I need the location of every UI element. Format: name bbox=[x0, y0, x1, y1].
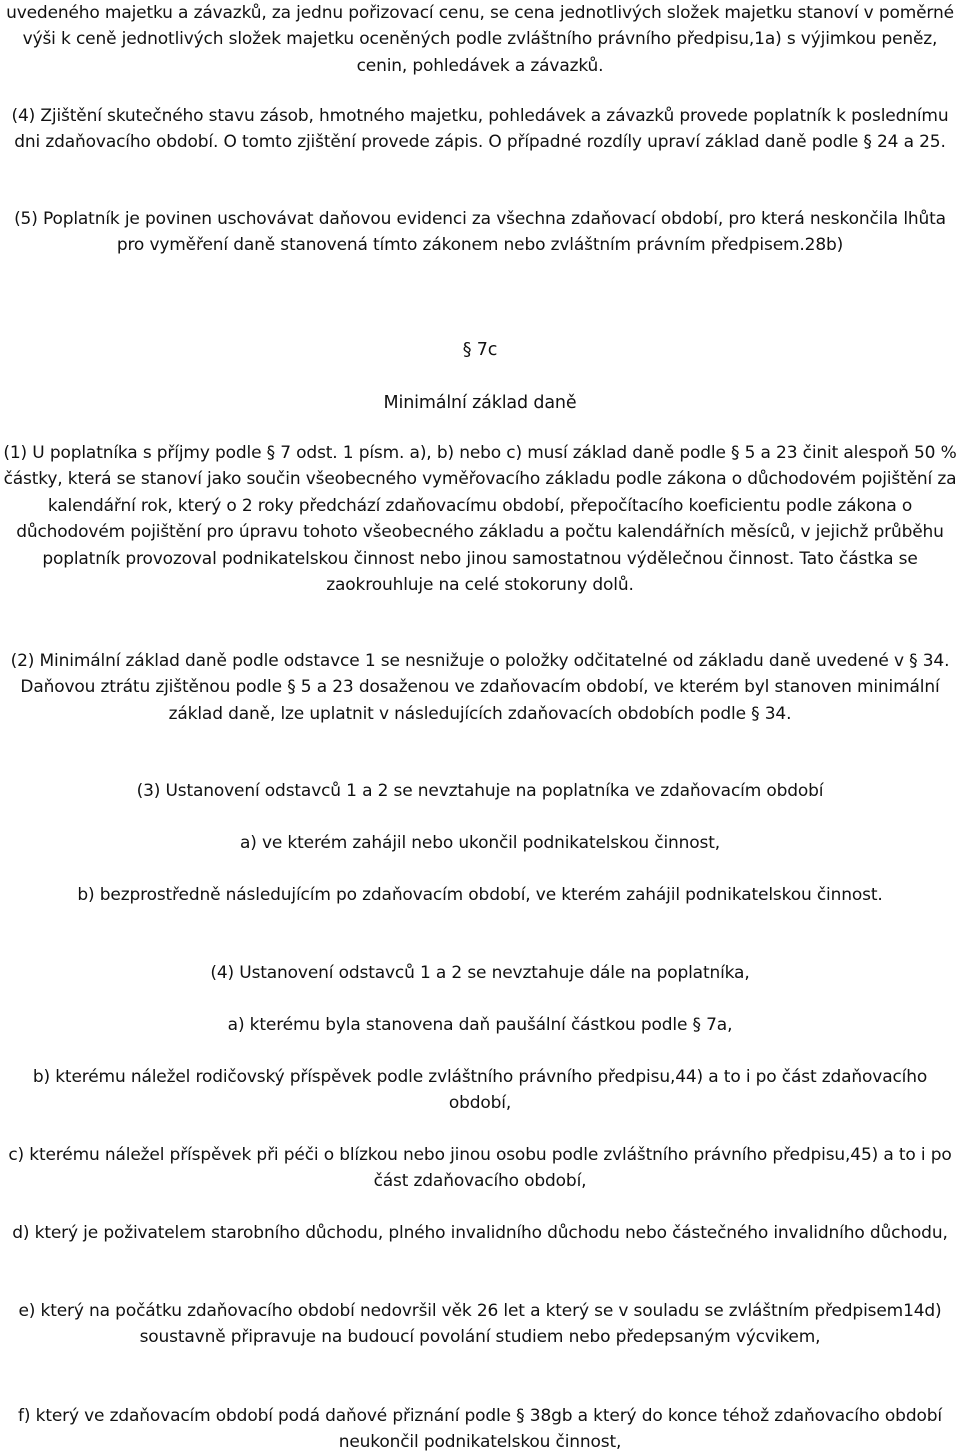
section-number: § 7c bbox=[462, 340, 498, 360]
paragraph-4d: d) který je poživatelem starobního důchodu, plného invalidního důchodu nebo částečného invalidního důchodu, bbox=[12, 1223, 948, 1243]
paragraph-4f: f) který ve zdaňovacím období podá daňové přiznání podle § 38gb a který do konce téhož zdaňovacího období neukončil podnikatelskou činnost, bbox=[18, 1406, 942, 1453]
paragraph-2-not-reduced: (2) Minimální základ daně podle odstavce 1 se nesnižuje o položky odčitatelné od základu daně uvedené v § 34. Daňovou ztrátu zjištěnou podle § 5 a 23 dosaženou ve zdaňovacím období, ve kterém byl stanoven minimální základ daně, lze uplatnit v následujících zdaňovacích obdobích podle § 34. bbox=[10, 651, 950, 724]
paragraph-3b: b) bezprostředně následujícím po zdaňovacím období, ve kterém zahájil podnikatelskou činnost. bbox=[77, 885, 883, 905]
paragraph-4a: a) kterému byla stanovena daň paušální částkou podle § 7a, bbox=[227, 1015, 733, 1035]
paragraph-4c: c) kterému náležel příspěvek při péči o blízkou nebo jinou osobu podle zvláštního právního předpisu,45) a to i po část zdaňovacího období, bbox=[8, 1145, 952, 1192]
paragraph-5-evidence: (5) Poplatník je povinen uschovávat daňovou evidenci za všechna zdaňovací období, pro která neskončila lhůta pro vyměření daně stanovená tímto zákonem nebo zvláštním právním předpisem.28b) bbox=[14, 209, 946, 256]
paragraph-4-not-applied: (4) Ustanovení odstavců 1 a 2 se nevztahuje dále na poplatníka, bbox=[210, 963, 750, 983]
paragraph-3-not-applied: (3) Ustanovení odstavců 1 a 2 se nevztahuje na poplatníka ve zdaňovacím období bbox=[136, 781, 824, 801]
paragraph-3a: a) ve kterém zahájil nebo ukončil podnikatelskou činnost, bbox=[239, 833, 721, 853]
section-title: Minimální základ daně bbox=[383, 393, 577, 413]
paragraph-1-minimum-base: (1) U poplatníka s příjmy podle § 7 odst. 1 písm. a), b) nebo c) musí základ daně podle § 5 a 23 činit alespoň 50 % částky, která se stanoví jako součin všeobecného vyměřovacího základu podle zákona o důchodovém pojištění za kalendářní rok, který o 2 roky předchází zdaňovacímu období, přepočítacího koeficientu podle zákona o důchodovém pojištění pro úpravu tohoto všeobecného základu a počtu kalendářních měsíců, v jejichž průběhu poplatník provozoval podnikatelskou činnost nebo jinou samostatnou výdělečnou činnost. Tato částka se zaokrouhluje na celé stokoruny dolů. bbox=[3, 443, 957, 596]
paragraph-continuation: uvedeného majetku a závazků, za jednu pořizovací cenu, se cena jednotlivých složek majetku stanoví v poměrné výši k ceně jednotlivých složek majetku oceněných podle zvláštního právního předpisu,1a) s výjimkou peněz, cenin, pohledávek a závazků. bbox=[6, 3, 954, 76]
paragraph-4b: b) kterému náležel rodičovský příspěvek podle zvláštního právního předpisu,44) a to i po část zdaňovacího období, bbox=[32, 1067, 928, 1114]
paragraph-4e: e) který na počátku zdaňovacího období nedovršil věk 26 let a který se v souladu se zvláštním předpisem14d) soustavně připravuje na budoucí povolání studiem nebo předepsaným výcvikem, bbox=[18, 1301, 942, 1348]
paragraph-4-inventory: (4) Zjištění skutečného stavu zásob, hmotného majetku, pohledávek a závazků provede poplatník k poslednímu dni zdaňovacího období. O tomto zjištění provede zápis. O případné rozdíly upraví základ daně podle § 24 a 25. bbox=[11, 106, 949, 153]
